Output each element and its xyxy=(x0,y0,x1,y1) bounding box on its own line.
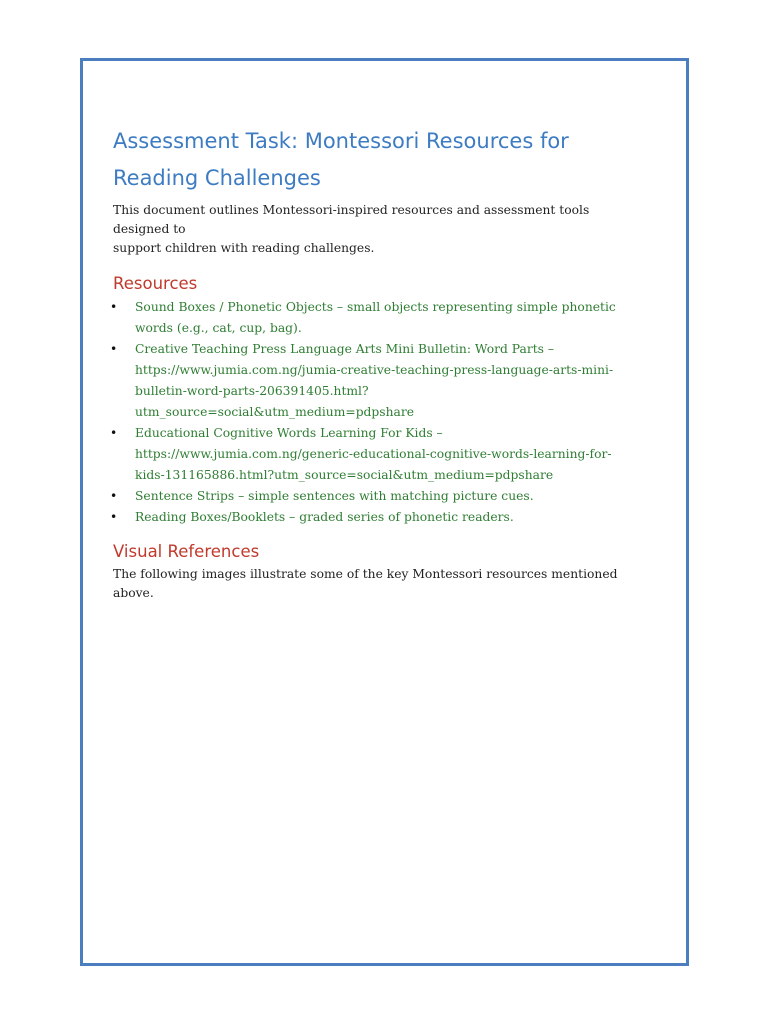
resource-link-line[interactable]: https://www.jumia.com.ng/generic-educational-cognitive-words-learning-for- xyxy=(135,447,612,461)
resource-line: Reading Boxes/Booklets – graded series of phonetic readers. xyxy=(135,510,514,524)
resource-item-word-parts xyxy=(110,339,643,423)
resource-item-sound-boxes xyxy=(110,297,643,339)
intro-line-1: This document outlines Montessori-inspired resources and assessment tools designed to xyxy=(113,203,590,236)
title-line-1: Assessment Task: Montessori Resources for xyxy=(113,129,569,153)
resource-line: Creative Teaching Press Language Arts Mini Bulletin: Word Parts – xyxy=(135,342,555,356)
resource-link-line[interactable]: kids-131165886.html?utm_source=social&utm_medium=pdpshare xyxy=(135,468,554,482)
visual-references-heading: Visual References xyxy=(113,542,260,561)
resource-link-line[interactable]: utm_source=social&utm_medium=pdpshare xyxy=(135,405,415,419)
resources-heading: Resources xyxy=(113,274,198,293)
resource-link-line[interactable]: https://www.jumia.com.ng/jumia-creative-teaching-press-language-arts-mini- xyxy=(135,363,614,377)
resource-item-reading-boxes xyxy=(110,507,643,528)
bullet-icon: • xyxy=(110,342,118,356)
bullet-icon: • xyxy=(110,510,118,524)
resource-link-line[interactable]: bulletin-word-parts-206391405.html? xyxy=(135,384,369,398)
resource-item-cognitive-words xyxy=(110,423,643,486)
document-content xyxy=(110,123,643,603)
document-page xyxy=(80,58,689,966)
resource-line: Sound Boxes / Phonetic Objects – small objects representing simple phonetic xyxy=(135,300,616,314)
visual-references-text: The following images illustrate some of the key Montessori resources mentioned above. xyxy=(113,567,618,600)
resource-list xyxy=(110,297,643,528)
bullet-icon: • xyxy=(110,300,118,314)
resource-line: Educational Cognitive Words Learning For Kids – xyxy=(135,426,443,440)
intro-line-2: support children with reading challenges. xyxy=(113,241,375,255)
resource-line: Sentence Strips – simple sentences with matching picture cues. xyxy=(135,489,534,503)
bullet-icon: • xyxy=(110,426,118,440)
bullet-icon: • xyxy=(110,489,118,503)
resource-item-sentence-strips xyxy=(110,486,643,507)
document-title xyxy=(113,123,643,197)
title-line-2: Reading Challenges xyxy=(113,166,321,190)
intro-paragraph xyxy=(113,201,643,258)
resource-line: words (e.g., cat, cup, bag). xyxy=(135,321,302,335)
